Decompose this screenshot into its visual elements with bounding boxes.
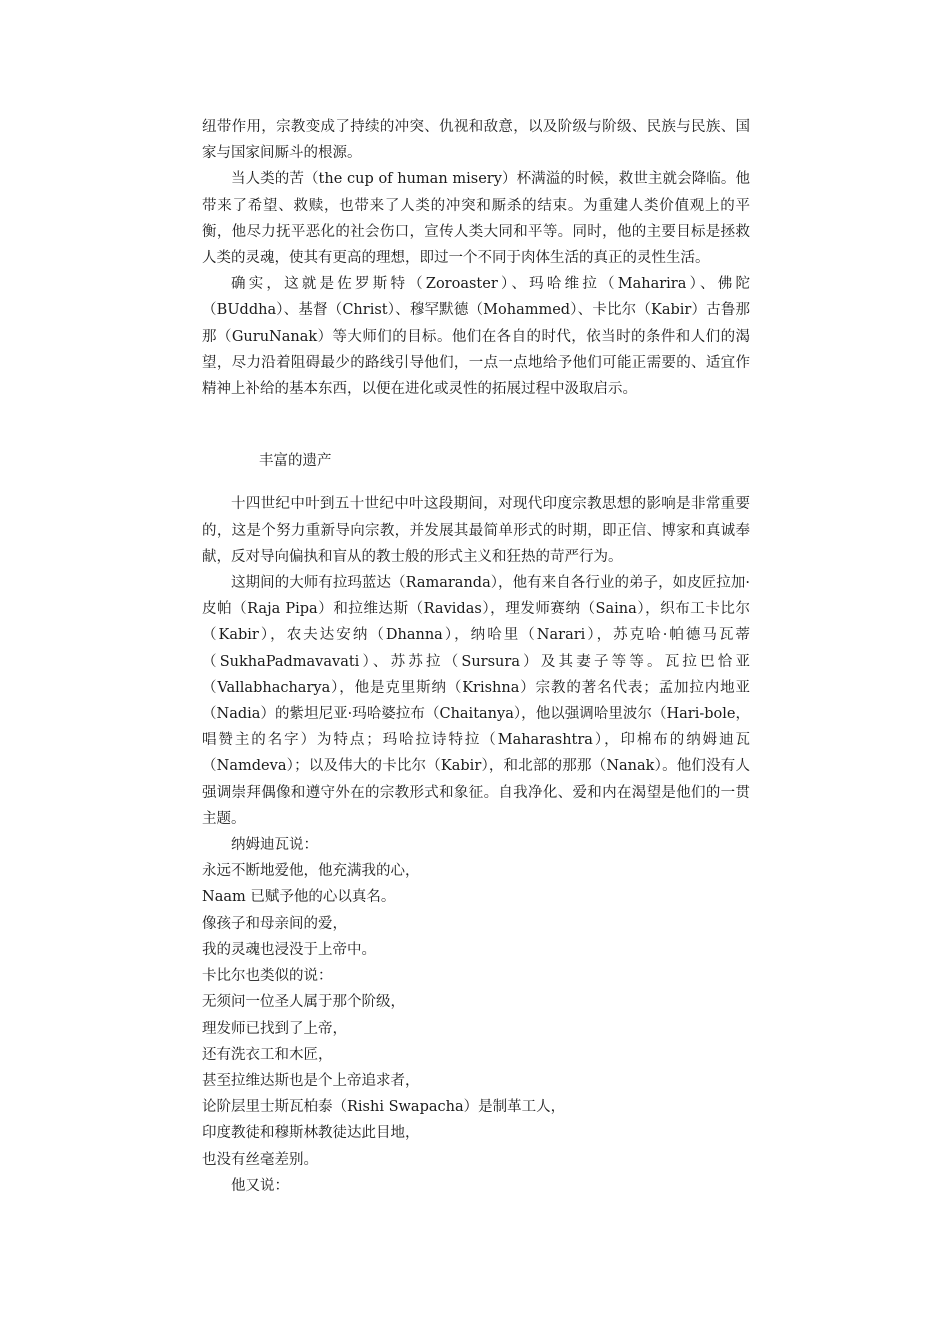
verse-line: 像孩子和母亲间的爱， (202, 915, 347, 932)
paragraph-conflict-continuation: 纽带作用，宗教变成了持续的冲突、仇视和敌意，以及阶级与阶级、民族与民族、国家与国家间厮斗的根源。 (202, 119, 750, 162)
verse-line: 印度教徒和穆斯林教徒达此目地， (202, 1125, 420, 1142)
verse-line: 也没有丝毫差别。 (202, 1151, 318, 1168)
verse-kabir (202, 989, 750, 1172)
verse-line: 永远不断地爱他，他充满我的心， (202, 863, 420, 880)
paragraph-namdeva-intro: 纳姆迪瓦说： (231, 837, 318, 854)
closing-line: 他又说： (231, 1177, 289, 1194)
verse-line: Naam 已赋予他的心以真名。 (202, 889, 396, 906)
kabir-intro: 卡比尔也类似的说： (202, 968, 333, 985)
page-body (202, 114, 750, 1199)
verse-namdeva (202, 858, 750, 963)
verse-line: 我的灵魂也浸没于上帝中。 (202, 941, 376, 958)
paragraph-masters-goal: 确实，这就是佐罗斯特（Zoroaster）、玛哈维拉（Maharira）、佛陀（BUddha）、基督（Christ）、穆罕默德（Mohammed）、卡比尔（Kabir）古鲁那那（GuruNanak）等大师们的目标。他们在各自的时代，依当时的条件和人们的渴望，尽力沿着阻碍最少的路线引导他们，一点一点地给予他们可能正需要的、适宜作精神上补给的基本东西，以便在进化或灵性的拓展过程中汲取启示。 (202, 276, 750, 398)
verse-line: 论阶层里士斯瓦柏泰（Rishi Swapacha）是制革工人， (202, 1099, 566, 1116)
paragraph-savior: 当人类的苦（the cup of human misery）杯满溢的时候，救世主就会降临。他带来了希望、救赎，也带来了人类的冲突和厮杀的结束。为重建人类价值观上的平衡，他尽力抚平恶化的社会伤口，宣传人类大同和平等。同时，他的主要目标是拯救人类的灵魂，使其有更高的理想，即过一个不同于肉体生活的真正的灵性生活。 (202, 171, 750, 267)
verse-line: 甚至拉维达斯也是个上帝追求者， (202, 1072, 420, 1089)
section-spacer-top (202, 402, 750, 448)
paragraph-period-influence: 十四世纪中叶到五十世纪中叶这段期间，对现代印度宗教思想的影响是非常重要的，这是个努力重新导向宗教，并发展其最简单形式的时期，即正信、博家和真诚奉献，反对导向偏执和盲从的教士般的形式主义和狂热的苛严行为。 (202, 496, 750, 565)
section-title: 丰富的遗产 (259, 453, 332, 470)
verse-line: 无须问一位圣人属于那个阶级， (202, 994, 405, 1011)
verse-line: 理发师已找到了上帝， (202, 1020, 347, 1037)
paragraph-masters-list: 这期间的大师有拉玛蓝达（Ramaranda），他有来自各行业的弟子，如皮匠拉加·皮帕（Raja Pipa）和拉维达斯（Ravidas），理发师赛纳（Saina），织布工卡比尔（Kabir），农夫达安纳（Dhanna），纳哈里（Narari），苏克哈·帕德马瓦蒂（SukhaPadmavavati）、苏苏拉（Sursura）及其妻子等等。瓦拉巴恰亚（Vallabhacharya），他是克里斯纳（Krishna）宗教的著名代表；孟加拉内地亚（Nadia）的紫坦尼亚·玛哈婆拉布（Chaitanya），他以强调哈里波尔（Hari-bole，唱赞主的名字）为特点；玛哈拉诗特拉（Maharashtra），印棉布的纳姆迪瓦（Namdeva）；以及伟大的卡比尔（Kabir），和北部的那那（Nanak）。他们没有人强调崇拜偶像和遵守外在的宗教形式和象征。自我净化、爱和内在渴望是他们的一贯主题。 (202, 575, 750, 827)
section-spacer-bottom (202, 474, 750, 491)
verse-line: 还有洗衣工和木匠， (202, 1046, 333, 1063)
